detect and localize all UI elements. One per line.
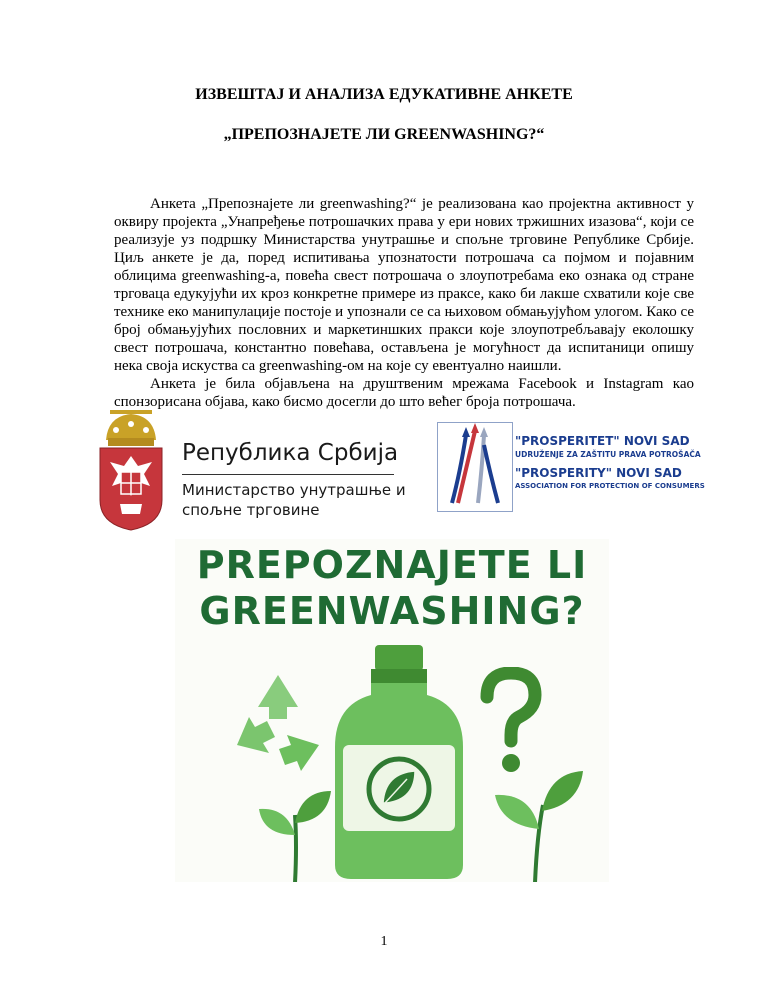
org-name-sr: "PROSPERITET" NOVI SAD [515, 434, 690, 448]
poster-title-line2: GREENWASHING? [199, 589, 585, 633]
ministry-name [182, 480, 406, 520]
ministry-line-2: спољне трговине [182, 501, 320, 519]
paragraph-publication: Анкета је била објављена на друштвеним мрежама Facebook и Instagram као спонзорисана објава, како бисмо досегли до што већег броја потрошача. [114, 376, 694, 410]
republic-name: Република Србија [182, 440, 399, 466]
body-text [114, 195, 694, 411]
org-subtitle-sr: UDRUŽENJE ZA ZAŠTITU PRAVA POTROŠAČA [515, 450, 701, 459]
report-title: ИЗВЕШТАЈ И АНАЛИЗА ЕДУКАТИВНЕ АНКЕТЕ [195, 86, 573, 103]
plant-right-icon [487, 745, 587, 882]
serbia-coat-of-arms-icon [96, 410, 166, 532]
bottle-icon [329, 643, 469, 882]
survey-title: „ПРЕПОЗНАЈЕТЕ ЛИ GREENWASHING?“ [223, 126, 545, 143]
ministry-line-1: Министарство унутрашње и [182, 481, 406, 499]
prosperitet-emblem [437, 422, 513, 512]
logo-divider [182, 474, 394, 475]
arrows-emblem-icon [438, 423, 512, 511]
poster-title-line1: PREPOZNAJETE LI [196, 543, 588, 587]
plant-left-icon [255, 775, 335, 882]
org-subtitle-en: ASSOCIATION FOR PROTECTION OF CONSUMERS [515, 482, 705, 490]
republic-serbia-logo [96, 410, 406, 535]
greenwashing-poster [175, 539, 609, 882]
paragraph-intro: Анкета „Препознајете ли greenwashing?“ је реализована као пројектна активност у оквиру пројекта „Унапређење потрошачких права у ери нових тржишних изазова“, који се реализује уз подршку Министарства унутрашње и спољне трговине Републике Србије. Циљ анкете је да, поред испитивања упознатости потрошача са појмом и појавним облицима greenwashing-а, повећа свест потрошача о злоупотребама еко ознака од стране трговаца едукујући их кроз конкретне примере из праксе, како би лакше схватили које све технике еко манипулације постоје и упознали се са њиховом обмањујућом улогом. Како се број обмањујућих пословних и маркетиншких пракси које злоупотребљавају еколошку свест потрошача, константно повећава, остављена је могућност да испитаници опишу нека своја искуства са greenwashing-ом на које су евентуално наишли. [114, 196, 694, 374]
org-name-en: "PROSPERITY" NOVI SAD [515, 466, 682, 480]
page-number: 1 [380, 934, 388, 949]
recycle-icon [223, 667, 333, 777]
prosperitet-logo [437, 422, 705, 512]
